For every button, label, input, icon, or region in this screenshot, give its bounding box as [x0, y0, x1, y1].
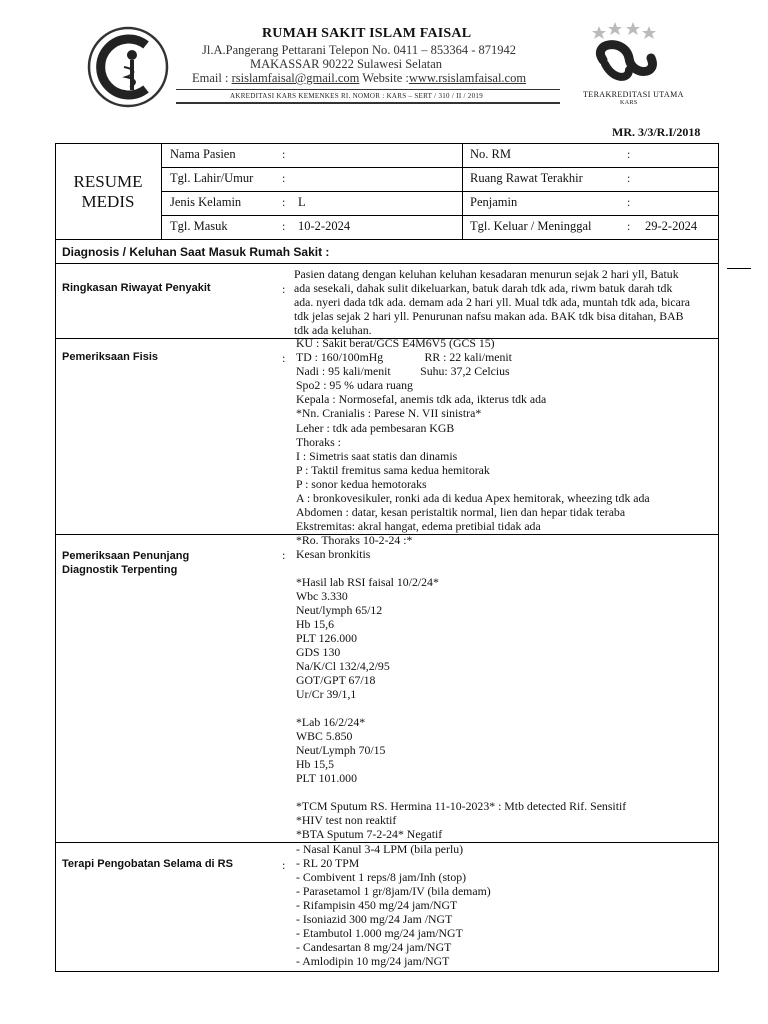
penunjang-label-line2: Diagnostik Terpenting [62, 564, 178, 576]
text-line: WBC 5.850 [296, 729, 353, 743]
hospital-city: MAKASSAR 90222 Sulawesi Selatan [250, 57, 443, 71]
diagnosis-label: Diagnosis / Keluhan Saat Masuk Rumah Sakit : [62, 245, 330, 259]
hospital-name: RUMAH SAKIT ISLAM FAISAL [262, 26, 472, 41]
riwayat-label: Ringkasan Riwayat Penyakit [62, 282, 211, 294]
text-line: ada sesekali, dahak sulit dikeluarkan, batuk darah tdk ada, riwm batuk darah tdk [294, 281, 673, 296]
form-title-line2: MEDIS [81, 192, 135, 211]
fisis-label: Pemeriksaan Fisis [62, 351, 159, 363]
accreditation-badge-subtext: KARS [620, 100, 638, 104]
text-line: Hb 15,5 [296, 757, 335, 771]
text-line: A : bronkovesikuler, ronki ada di kedua Apex hemitorak, wheezing tdk ada [296, 491, 650, 506]
text-line: PLT 101.000 [296, 771, 357, 785]
tgl-masuk-label: Tgl. Masuk [170, 219, 228, 233]
grid-line [161, 167, 719, 168]
fisis-text [296, 336, 650, 533]
grid-line [727, 268, 751, 269]
text-line: Wbc 3.330 [296, 589, 348, 603]
accreditation-text: AKREDITASI KARS KEMENKES RI. NOMOR : KARS – SERT / 310 / II / 2019 [230, 92, 484, 100]
text-line: Neut/lymph 65/12 [296, 603, 383, 617]
text-line: Abdomen : datar, kesan peristaltik normal, lien dan hepar tidak teraba [296, 505, 626, 520]
text-line: - Rifampisin 450 mg/24 jam/NGT [296, 898, 458, 912]
grid-line [161, 191, 719, 192]
hospital-contact [192, 71, 526, 86]
text-line: Thoraks : [296, 434, 341, 449]
text-line: tdk jelas sejak 2 hari yll. Penurunan nafsu makan ada. BAK tdk bisa ditahan, BAB [294, 309, 684, 324]
text-line: - Nasal Kanul 3-4 LPM (bila perlu) [296, 842, 464, 856]
no-rm-label: No. RM [470, 147, 511, 161]
text-line: *HIV test non reaktif [296, 813, 397, 827]
colon: : [282, 147, 286, 161]
accreditation-badge-text: TERAKREDITASI UTAMA [583, 90, 684, 99]
text-line: Hb 15,6 [296, 617, 335, 631]
colon: : [282, 195, 286, 209]
website-label: Website : [362, 71, 409, 85]
jenis-kelamin-label: Jenis Kelamin [170, 195, 242, 209]
nama-pasien-label: Nama Pasien [170, 147, 236, 161]
form-code: MR. 3/3/R.I/2018 [612, 125, 701, 139]
hospital-logo [86, 25, 170, 109]
text-line: - Etambutol 1.000 mg/24 jam/NGT [296, 926, 463, 940]
colon: : [282, 219, 286, 233]
riwayat-text [294, 267, 690, 337]
colon: : [627, 147, 631, 161]
ruang-rawat-label: Ruang Rawat Terakhir [470, 171, 583, 185]
text-line: *Hasil lab RSI faisal 10/2/24* [296, 575, 439, 589]
text-line: *Nn. Cranialis : Parese N. VII sinistra* [296, 406, 482, 421]
text-line: - Combivent 1 reps/8 jam/Inh (stop) [296, 870, 467, 884]
text-line: Nadi : 95 kali/menit Suhu: 37,2 Celcius [296, 364, 510, 379]
colon: : [282, 858, 286, 872]
text-line: Na/K/Cl 132/4,2/95 [296, 659, 390, 673]
header-divider-top [176, 89, 560, 90]
email-link[interactable]: rsislamfaisal@gmail.com [231, 71, 360, 85]
penunjang-label-line1: Pemeriksaan Penunjang [62, 550, 190, 562]
colon: : [282, 282, 286, 296]
text-line: Ur/Cr 39/1,1 [296, 687, 357, 701]
colon: : [627, 171, 631, 185]
hospital-address: Jl.A.Pangerang Pettarani Telepon No. 0411 – 853364 - 871942 [202, 43, 517, 57]
tgl-lahir-label: Tgl. Lahir/Umur [170, 171, 254, 185]
text-line: *TCM Sputum RS. Hermina 11-10-2023* : Mtb detected Rif. Sensitif [296, 799, 627, 813]
penunjang-text [296, 533, 626, 841]
text-line: PLT 126.000 [296, 631, 357, 645]
terapi-label: Terapi Pengobatan Selama di RS [62, 858, 233, 870]
tgl-masuk-value: 10-2-2024 [298, 219, 351, 233]
penjamin-label: Penjamin [470, 195, 518, 209]
header-divider-bottom [176, 102, 560, 104]
text-line: GOT/GPT 67/18 [296, 673, 376, 687]
text-line: KU : Sakit berat/GCS E4M6V5 (GCS 15) [296, 336, 495, 350]
grid-line [161, 215, 719, 216]
colon: : [627, 219, 631, 233]
website-link[interactable]: www.rsislamfaisal.com [408, 71, 527, 85]
penunjang-label [62, 549, 189, 577]
text-line [296, 561, 626, 575]
text-line: tdk ada keluhan. [294, 323, 372, 338]
text-line: - Candesartan 8 mg/24 jam/NGT [296, 940, 452, 954]
text-line: - RL 20 TPM [296, 856, 360, 870]
form-title [56, 172, 160, 212]
text-line: P : sonor kedua hemotoraks [296, 476, 427, 491]
text-line: Ekstremitas: akral hangat, edema pretibial tidak ada [296, 519, 541, 534]
grid-line [55, 263, 719, 264]
grid-line [55, 239, 719, 240]
text-line [296, 785, 626, 799]
terapi-text [296, 842, 491, 968]
text-line: - Isoniazid 300 mg/24 Jam /NGT [296, 912, 453, 926]
text-line: Kepala : Normosefal, anemis tdk ada, ikterus tdk ada [296, 392, 547, 407]
text-line: TD : 160/100mHg RR : 22 kali/menit [296, 350, 512, 365]
text-line: Leher : tdk ada pembesaran KGB [296, 420, 455, 435]
text-line: *BTA Sputum 7-2-24* Negatif [296, 827, 443, 841]
text-line: *Ro. Thoraks 10-2-24 :* [296, 533, 413, 547]
text-line: - Parasetamol 1 gr/8jam/IV (bila demam) [296, 884, 491, 898]
tgl-keluar-label: Tgl. Keluar / Meninggal [470, 219, 592, 233]
tgl-keluar-value: 29-2-2024 [645, 219, 698, 233]
text-line: ada. nyeri dada tdk ada. demam ada 2 hari yll. Mual tdk ada, muntah tdk ada, bicara [294, 295, 691, 310]
colon: : [282, 171, 286, 185]
text-line: Neut/Lymph 70/15 [296, 743, 386, 757]
colon: : [627, 195, 631, 209]
text-line: I : Simetris saat statis dan dinamis [296, 448, 458, 463]
text-line: - Amlodipin 10 mg/24 jam/NGT [296, 954, 450, 968]
text-line: GDS 130 [296, 645, 341, 659]
email-label: Email : [192, 71, 229, 85]
text-line: Spo2 : 95 % udara ruang [296, 378, 413, 393]
text-line [296, 701, 626, 715]
jenis-kelamin-value: L [298, 195, 306, 209]
text-line: Pasien datang dengan keluhan keluhan kesadaran menurun sejak 2 hari yll, Batuk [294, 267, 679, 281]
text-line: *Lab 16/2/24* [296, 715, 366, 729]
form-title-line1: RESUME [73, 172, 143, 191]
text-line: P : Taktil fremitus sama kedua hemitorak [296, 462, 490, 477]
colon: : [282, 548, 286, 562]
accreditation-badge-icon [585, 20, 665, 90]
colon: : [282, 351, 286, 365]
text-line: Kesan bronkitis [296, 547, 371, 561]
